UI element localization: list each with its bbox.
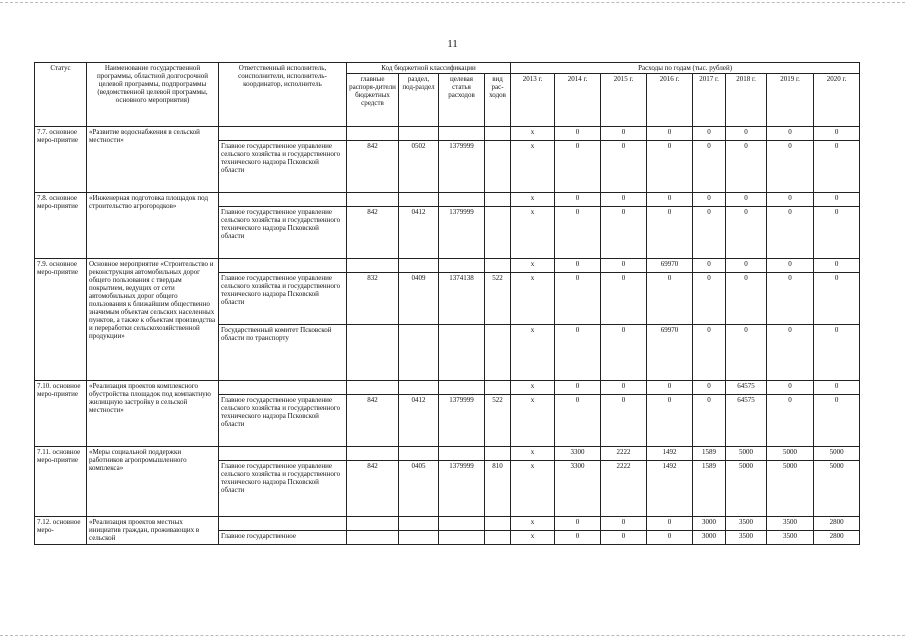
year-value-cell: 0 bbox=[555, 141, 601, 193]
year-value-cell: 0 bbox=[814, 395, 860, 447]
year-value-cell: 0 bbox=[767, 381, 814, 395]
name-cell: Основное мероприятие «Строительство и реконструкция автомобильных дорог общего пользования с твердым покрытием, ведущих от сети автомобильных дорог общего пользования к ближайшим общественно значимым объектам сельских населенных пунктов, а также к объектам производства и переработки сельскохозяйственной продукции» bbox=[87, 259, 219, 381]
executor-cell bbox=[219, 517, 347, 531]
csr-cell bbox=[439, 531, 485, 545]
vr-cell: 810 bbox=[485, 461, 511, 517]
rzpr-cell: 0405 bbox=[399, 461, 439, 517]
year-value-cell: 64575 bbox=[726, 395, 767, 447]
vr-cell: 522 bbox=[485, 273, 511, 325]
vr-cell bbox=[485, 325, 511, 381]
grbs-cell bbox=[347, 381, 399, 395]
year-value-cell: 0 bbox=[601, 141, 647, 193]
year-value-cell: 5000 bbox=[814, 447, 860, 461]
year-value-cell: 0 bbox=[767, 207, 814, 259]
year-value-cell: 69970 bbox=[647, 259, 693, 273]
vr-cell bbox=[485, 531, 511, 545]
year-value-cell: x bbox=[511, 141, 555, 193]
year-value-cell: 0 bbox=[601, 207, 647, 259]
year-value-cell: 69970 bbox=[647, 325, 693, 381]
name-cell: «Инженерная подготовка площадок под строительство агрогородков» bbox=[87, 193, 219, 259]
year-value-cell: 0 bbox=[693, 381, 726, 395]
year-value-cell: 0 bbox=[767, 395, 814, 447]
csr-cell: 1374138 bbox=[439, 273, 485, 325]
year-value-cell: 0 bbox=[555, 381, 601, 395]
year-value-cell: 0 bbox=[601, 531, 647, 545]
header-year: 2020 г. bbox=[814, 74, 860, 127]
table-body bbox=[35, 127, 860, 545]
executor-cell bbox=[219, 259, 347, 273]
year-value-cell: 0 bbox=[693, 207, 726, 259]
executor-cell: Государственный комитет Псковской области по транспорту bbox=[219, 325, 347, 381]
csr-cell bbox=[439, 447, 485, 461]
year-value-cell: 1589 bbox=[693, 447, 726, 461]
year-value-cell: 3500 bbox=[767, 517, 814, 531]
grbs-cell: 832 bbox=[347, 273, 399, 325]
year-value-cell: 0 bbox=[555, 193, 601, 207]
grbs-cell: 842 bbox=[347, 141, 399, 193]
vr-cell bbox=[485, 193, 511, 207]
year-value-cell: 0 bbox=[555, 531, 601, 545]
year-value-cell: 2222 bbox=[601, 447, 647, 461]
header-grbs: главные распоря-дители бюджетных средств bbox=[347, 74, 399, 127]
status-cell: 7.8. основное меро-приятие bbox=[35, 193, 87, 259]
header-budget-code: Код бюджетной классификации bbox=[347, 63, 511, 74]
year-value-cell: 0 bbox=[647, 207, 693, 259]
year-value-cell: x bbox=[511, 207, 555, 259]
year-value-cell: 0 bbox=[693, 325, 726, 381]
year-value-cell: 0 bbox=[693, 127, 726, 141]
page-number: 11 bbox=[447, 38, 458, 50]
rzpr-cell: 0409 bbox=[399, 273, 439, 325]
budget-table bbox=[34, 62, 860, 545]
year-value-cell: 0 bbox=[726, 259, 767, 273]
rzpr-cell: 0412 bbox=[399, 395, 439, 447]
year-value-cell: 0 bbox=[726, 273, 767, 325]
year-value-cell: 0 bbox=[555, 395, 601, 447]
year-value-cell: x bbox=[511, 273, 555, 325]
grbs-cell bbox=[347, 325, 399, 381]
year-value-cell: 0 bbox=[814, 141, 860, 193]
vr-cell bbox=[485, 207, 511, 259]
year-value-cell: 0 bbox=[647, 127, 693, 141]
year-value-cell: 0 bbox=[693, 193, 726, 207]
header-name: Наименование государственной программы, областной долгосрочной целевой программы, подпрограммы (ведомственной целевой программы, основного мероприятия) bbox=[87, 63, 219, 127]
rzpr-cell bbox=[399, 447, 439, 461]
header-year: 2017 г. bbox=[693, 74, 726, 127]
executor-cell: Главное государственное управление сельского хозяйства и государственного технического надзора Псковской области bbox=[219, 207, 347, 259]
year-value-cell: 0 bbox=[601, 273, 647, 325]
year-value-cell: 2800 bbox=[814, 531, 860, 545]
rzpr-cell bbox=[399, 517, 439, 531]
year-value-cell: x bbox=[511, 447, 555, 461]
header-rzpr: раздел, под-раздел bbox=[399, 74, 439, 127]
executor-cell bbox=[219, 381, 347, 395]
grbs-cell bbox=[347, 517, 399, 531]
year-value-cell: 0 bbox=[726, 141, 767, 193]
year-value-cell: 0 bbox=[726, 127, 767, 141]
scan-edge-bottom bbox=[0, 635, 905, 636]
year-value-cell: 0 bbox=[601, 325, 647, 381]
year-value-cell: 0 bbox=[693, 395, 726, 447]
year-value-cell: 0 bbox=[814, 259, 860, 273]
year-value-cell: 0 bbox=[601, 193, 647, 207]
year-value-cell: 3500 bbox=[726, 531, 767, 545]
year-value-cell: 0 bbox=[814, 127, 860, 141]
year-value-cell: 0 bbox=[647, 141, 693, 193]
status-cell: 7.11. основное меро-приятие bbox=[35, 447, 87, 517]
table-row bbox=[35, 259, 860, 273]
table-row bbox=[35, 517, 860, 531]
status-cell: 7.12. основное меро- bbox=[35, 517, 87, 545]
year-value-cell: 0 bbox=[601, 517, 647, 531]
grbs-cell bbox=[347, 127, 399, 141]
year-value-cell: x bbox=[511, 259, 555, 273]
year-value-cell: 0 bbox=[693, 273, 726, 325]
header-year: 2019 г. bbox=[767, 74, 814, 127]
scan-edge-top bbox=[0, 2, 905, 3]
year-value-cell: 3300 bbox=[555, 447, 601, 461]
vr-cell bbox=[485, 517, 511, 531]
csr-cell: 1379999 bbox=[439, 207, 485, 259]
table-row bbox=[35, 127, 860, 141]
year-value-cell: 2800 bbox=[814, 517, 860, 531]
grbs-cell bbox=[347, 447, 399, 461]
year-value-cell: 0 bbox=[601, 127, 647, 141]
year-value-cell: x bbox=[511, 461, 555, 517]
year-value-cell: 0 bbox=[767, 141, 814, 193]
table-row bbox=[35, 193, 860, 207]
header-year: 2016 г. bbox=[647, 74, 693, 127]
vr-cell: 522 bbox=[485, 395, 511, 447]
year-value-cell: 0 bbox=[814, 381, 860, 395]
executor-cell: Главное государственное управление сельского хозяйства и государственного технического надзора Псковской области bbox=[219, 141, 347, 193]
year-value-cell: 0 bbox=[555, 207, 601, 259]
year-value-cell: 0 bbox=[647, 531, 693, 545]
header-status: Статус bbox=[35, 63, 87, 127]
year-value-cell: 0 bbox=[767, 325, 814, 381]
year-value-cell: 2222 bbox=[601, 461, 647, 517]
year-value-cell: 5000 bbox=[726, 447, 767, 461]
year-value-cell: 5000 bbox=[726, 461, 767, 517]
grbs-cell: 842 bbox=[347, 461, 399, 517]
year-value-cell: 3000 bbox=[693, 531, 726, 545]
executor-cell bbox=[219, 447, 347, 461]
executor-cell: Главное государственное управление сельского хозяйства и государственного технического надзора Псковской области bbox=[219, 273, 347, 325]
table-row bbox=[35, 447, 860, 461]
name-cell: «Реализация проектов местных инициатив граждан, проживающих в сельской bbox=[87, 517, 219, 545]
executor-cell bbox=[219, 193, 347, 207]
year-value-cell: 1492 bbox=[647, 447, 693, 461]
year-value-cell: 0 bbox=[726, 207, 767, 259]
status-cell: 7.7. основное меро-приятие bbox=[35, 127, 87, 193]
vr-cell bbox=[485, 381, 511, 395]
grbs-cell: 842 bbox=[347, 207, 399, 259]
status-cell: 7.10. основное меро-приятие bbox=[35, 381, 87, 447]
table-row bbox=[35, 381, 860, 395]
header-year: 2014 г. bbox=[555, 74, 601, 127]
executor-cell: Главное государственное bbox=[219, 531, 347, 545]
year-value-cell: 3500 bbox=[767, 531, 814, 545]
vr-cell bbox=[485, 447, 511, 461]
rzpr-cell bbox=[399, 127, 439, 141]
year-value-cell: x bbox=[511, 127, 555, 141]
csr-cell bbox=[439, 259, 485, 273]
year-value-cell: 0 bbox=[601, 395, 647, 447]
header-year: 2015 г. bbox=[601, 74, 647, 127]
year-value-cell: x bbox=[511, 193, 555, 207]
year-value-cell: 5000 bbox=[814, 461, 860, 517]
year-value-cell: x bbox=[511, 531, 555, 545]
grbs-cell: 842 bbox=[347, 395, 399, 447]
header-csr: целевая статья расходов bbox=[439, 74, 485, 127]
year-value-cell: 0 bbox=[601, 259, 647, 273]
year-value-cell: 0 bbox=[647, 381, 693, 395]
year-value-cell: 1589 bbox=[693, 461, 726, 517]
vr-cell bbox=[485, 141, 511, 193]
year-value-cell: 0 bbox=[814, 193, 860, 207]
year-value-cell: 0 bbox=[767, 273, 814, 325]
csr-cell bbox=[439, 381, 485, 395]
rzpr-cell: 0412 bbox=[399, 207, 439, 259]
year-value-cell: x bbox=[511, 395, 555, 447]
year-value-cell: 0 bbox=[693, 141, 726, 193]
year-value-cell: 5000 bbox=[767, 447, 814, 461]
name-cell: «Развитие водоснабжения в сельской местности» bbox=[87, 127, 219, 193]
grbs-cell bbox=[347, 259, 399, 273]
year-value-cell: 0 bbox=[555, 273, 601, 325]
year-value-cell: 0 bbox=[814, 325, 860, 381]
vr-cell bbox=[485, 127, 511, 141]
csr-cell: 1379999 bbox=[439, 395, 485, 447]
header-row-1 bbox=[35, 63, 860, 74]
year-value-cell: 0 bbox=[555, 259, 601, 273]
name-cell: «Реализация проектов комплексного обустройства площадок под компактную жилищную застройку в сельской местности» bbox=[87, 381, 219, 447]
year-value-cell: 64575 bbox=[726, 381, 767, 395]
csr-cell bbox=[439, 517, 485, 531]
year-value-cell: x bbox=[511, 517, 555, 531]
year-value-cell: 0 bbox=[555, 127, 601, 141]
csr-cell: 1379999 bbox=[439, 461, 485, 517]
grbs-cell bbox=[347, 531, 399, 545]
year-value-cell: 0 bbox=[555, 517, 601, 531]
executor-cell: Главное государственное управление сельского хозяйства и государственного технического надзора Псковской области bbox=[219, 461, 347, 517]
year-value-cell: 0 bbox=[814, 273, 860, 325]
csr-cell bbox=[439, 325, 485, 381]
year-value-cell: 3300 bbox=[555, 461, 601, 517]
name-cell: «Меры социальной поддержки работников агропромышленного комплекса» bbox=[87, 447, 219, 517]
rzpr-cell: 0502 bbox=[399, 141, 439, 193]
year-value-cell: 0 bbox=[767, 127, 814, 141]
header-executor: Ответственный исполнитель, соисполнители, исполнитель-координатор, исполнитель bbox=[219, 63, 347, 127]
rzpr-cell bbox=[399, 259, 439, 273]
status-cell: 7.9. основное меро-приятие bbox=[35, 259, 87, 381]
header-year: 2018 г. bbox=[726, 74, 767, 127]
csr-cell bbox=[439, 127, 485, 141]
csr-cell: 1379999 bbox=[439, 141, 485, 193]
year-value-cell: 1492 bbox=[647, 461, 693, 517]
header-year: 2013 г. bbox=[511, 74, 555, 127]
year-value-cell: 0 bbox=[647, 395, 693, 447]
year-value-cell: 0 bbox=[726, 193, 767, 207]
executor-cell: Главное государственное управление сельского хозяйства и государственного технического надзора Псковской области bbox=[219, 395, 347, 447]
year-value-cell: 0 bbox=[814, 207, 860, 259]
year-value-cell: 0 bbox=[767, 193, 814, 207]
rzpr-cell bbox=[399, 531, 439, 545]
rzpr-cell bbox=[399, 193, 439, 207]
year-value-cell: 3000 bbox=[693, 517, 726, 531]
year-value-cell: 0 bbox=[555, 325, 601, 381]
vr-cell bbox=[485, 259, 511, 273]
year-value-cell: x bbox=[511, 381, 555, 395]
grbs-cell bbox=[347, 193, 399, 207]
rzpr-cell bbox=[399, 381, 439, 395]
header-expenses: Расходы по годам (тыс. рублей) bbox=[511, 63, 860, 74]
header-vr: вид рас-ходов bbox=[485, 74, 511, 127]
csr-cell bbox=[439, 193, 485, 207]
year-value-cell: x bbox=[511, 325, 555, 381]
year-value-cell: 0 bbox=[693, 259, 726, 273]
rzpr-cell bbox=[399, 325, 439, 381]
year-value-cell: 0 bbox=[647, 517, 693, 531]
year-value-cell: 0 bbox=[601, 381, 647, 395]
year-value-cell: 0 bbox=[647, 193, 693, 207]
year-value-cell: 0 bbox=[647, 273, 693, 325]
year-value-cell: 3500 bbox=[726, 517, 767, 531]
executor-cell bbox=[219, 127, 347, 141]
year-value-cell: 0 bbox=[726, 325, 767, 381]
year-value-cell: 0 bbox=[767, 259, 814, 273]
year-value-cell: 5000 bbox=[767, 461, 814, 517]
